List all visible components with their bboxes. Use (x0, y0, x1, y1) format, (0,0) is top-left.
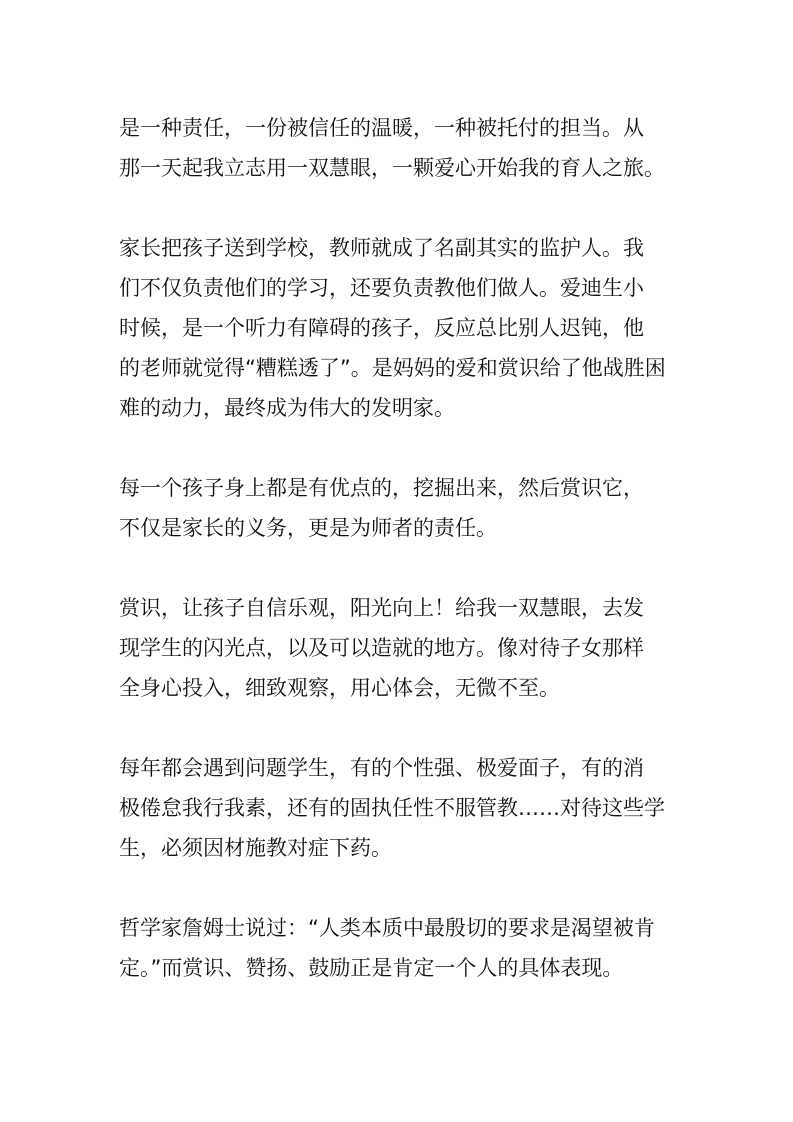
paragraph (119, 908, 679, 988)
text-line: 的老师就觉得“糟糕透了”。是妈妈的爱和赏识给了他战胜困 (119, 356, 666, 380)
text-line: 现学生的闪光点，以及可以造就的地方。像对待子女那样 (119, 636, 644, 660)
text-line: 赏识，让孩子自信乐观，阳光向上！给我一双慧眼，去发 (119, 596, 644, 620)
text-line: 生，必须因材施教对症下药。 (119, 836, 392, 860)
text-line: 每一个孩子身上都是有优点的，挖掘出来，然后赏识它， (119, 476, 644, 500)
paragraph (119, 748, 679, 868)
text-line: 那一天起我立志用一双慧眼，一颗爱心开始我的育人之旅。 (119, 156, 665, 180)
text-line: 极倦怠我行我素，还有的固执任性不服管教……对待这些学 (119, 796, 665, 820)
text-line: 不仅是家长的义务，更是为师者的责任。 (119, 516, 497, 540)
text-line: 难的动力，最终成为伟大的发明家。 (119, 396, 455, 420)
paragraph (119, 108, 679, 188)
paragraph (119, 468, 679, 548)
paragraph (119, 228, 679, 428)
paragraph (119, 588, 679, 708)
text-line: 是一种责任，一份被信任的温暖，一种被托付的担当。从 (119, 116, 644, 140)
text-line: 时候，是一个听力有障碍的孩子，反应总比别人迟钝，他 (119, 316, 644, 340)
text-line: 家长把孩子送到学校，教师就成了名副其实的监护人。我 (119, 236, 644, 260)
document-body (119, 108, 679, 1028)
text-line: 哲学家詹姆士说过：“人类本质中最殷切的要求是渴望被肯 (119, 916, 655, 940)
text-line: 每年都会遇到问题学生，有的个性强、极爱面子，有的消 (119, 756, 644, 780)
text-line: 全身心投入，细致观察，用心体会，无微不至。 (119, 676, 560, 700)
text-line: 定。”而赏识、赞扬、鼓励正是肯定一个人的具体表现。 (119, 956, 624, 980)
text-line: 们不仅负责他们的学习，还要负责教他们做人。爱迪生小 (119, 276, 644, 300)
